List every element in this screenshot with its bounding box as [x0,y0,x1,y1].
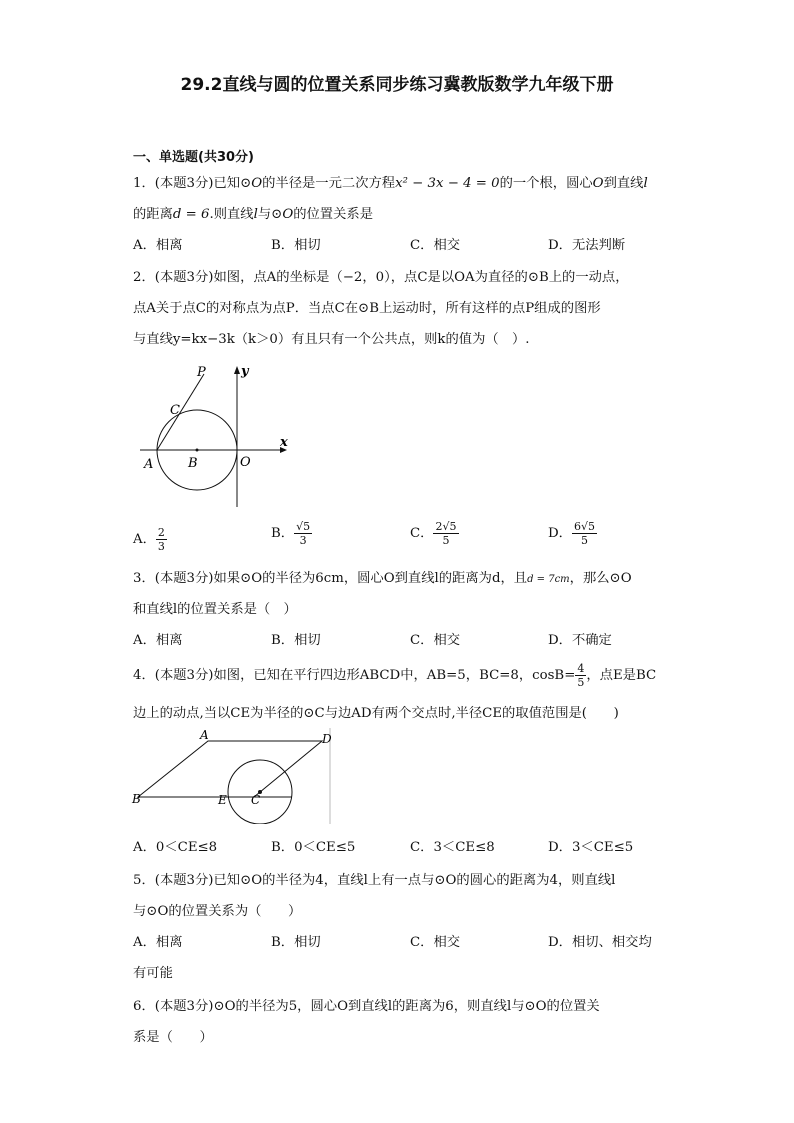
segment-ap [157,374,204,450]
q3-text-b: ，那么⊙O [569,571,632,586]
q1-text-2b: .则直线 [209,207,254,222]
q3-line-2: 和直线l的位置关系是（ ） [133,602,297,617]
q1-text-mid3: 到直线 [603,176,644,191]
q1-equation: x² − 3x − 4 = 0 [395,176,500,191]
q2-option-c[interactable] [410,520,459,547]
section-heading: 一、单选题(共30分) [133,150,254,165]
q1-var-l2: l [253,207,258,222]
label-d: D [322,732,332,746]
q2-option-b-fraction: $\frac{√5}{3}$ [296,520,311,547]
page-title: 29.2直线与圆的位置关系同步练习冀教版数学九年级下册 [180,75,614,95]
q5-option-d-cont: 有可能 [133,966,173,981]
q3-option-c[interactable]: C．相交 [410,633,461,648]
q1-var-o3: O [282,207,294,222]
q3-option-a[interactable]: A．相离 [133,633,183,648]
q1-line-1 [133,172,648,191]
q4-line-1 [133,662,656,689]
point-b [196,449,199,452]
label-o: O [240,455,251,470]
q5-option-d[interactable]: D．相切、相交均 [548,935,652,950]
q1-text-2c: 与⊙ [257,207,283,222]
q5-option-a[interactable]: A．相离 [133,935,183,950]
q1-option-d[interactable]: D．无法判断 [548,238,626,253]
q2-option-d-fraction: $\frac{6√5}{5}$ [573,520,595,547]
q1-text-mid2: 的一个根，圆心 [499,176,593,191]
q2-option-a[interactable] [133,526,167,553]
label-a: A [144,457,154,472]
q2-line-1: 2．(本题3分)如图，点A的坐标是（−2，0），点C是以OA为直径的⊙B上的一动点， [133,270,629,285]
q5-option-b[interactable]: B．相切 [271,935,321,950]
q1-line-2 [133,203,373,222]
label-b: B [132,792,141,806]
q4-line-2: 边上的动点,当以CE为半径的⊙C与边AD有两个交点时,半径CE的取值范围是( ) [133,706,619,721]
label-x: x [280,435,288,450]
q2-option-c-label: C． [410,526,434,541]
q1-var-l: l [643,176,648,191]
q5-option-c[interactable]: C．相交 [410,935,461,950]
q2-line-3: 与直线y=kx−3k（k＞0）有且只有一个公共点，则k的值为（ ）. [133,332,530,347]
q1-var-o2: O [592,176,604,191]
q4-text: 4．(本题3分)如图，已知在平行四边形ABCD中，AB=5，BC=8，cosB= [133,668,576,683]
q4-option-b[interactable]: B．0＜CE≤5 [271,840,356,855]
q1-distance: d = 6 [172,207,210,222]
q1-option-b[interactable]: B．相切 [271,238,321,253]
q4-option-c[interactable]: C．3＜CE≤8 [410,840,495,855]
q6-line-1: 6．(本题3分)⊙O的半径为5，圆心O到直线l的距离为6，则直线l与⊙O的位置关 [133,999,600,1014]
q3-option-d[interactable]: D．不确定 [548,633,612,648]
q2-option-d-label: D． [548,526,572,541]
q1-option-c[interactable]: C．相交 [410,238,461,253]
q4-option-a[interactable]: A．0＜CE≤8 [133,840,218,855]
q4-cos-fraction: $\frac{4}{5}$ [577,662,585,689]
q5-line-2: 与⊙O的位置关系为（ ） [133,904,302,919]
label-c: C [170,403,180,418]
q1-text-2d: 的位置关系是 [293,207,373,222]
q2-option-b[interactable] [271,520,312,547]
q4-option-d[interactable]: D．3＜CE≤5 [548,840,634,855]
q2-option-a-label: A． [133,532,156,547]
q3-option-b[interactable]: B．相切 [271,633,321,648]
q3-text: 3．(本题3分)如果⊙O的半径为6cm，圆心O到直线l的距离为d，且 [133,571,528,586]
q2-option-c-fraction: $\frac{2√5}{5}$ [435,520,457,547]
label-p: P [197,365,206,380]
q1-text-2a: 的距离 [133,207,173,222]
q5-line-1: 5．(本题3分)已知⊙O的半径为4，直线l上有一点与⊙O的圆心的距离为4，则直线l [133,873,616,888]
q4-figure [130,728,335,824]
label-y: y [241,364,249,379]
label-b: B [188,456,198,471]
q2-figure [130,362,300,512]
parallelogram-abcd [138,741,322,797]
q1-text-mid: 的半径是一元二次方程 [262,176,396,191]
q2-option-b-label: B． [271,526,295,541]
q2-option-d[interactable] [548,520,597,547]
label-c: C [251,793,261,807]
q1-var-o: O [251,176,263,191]
q3-condition: d = 7cm [527,574,570,585]
label-a: A [200,728,209,742]
y-axis-arrow [234,366,240,374]
q2-line-2: 点A关于点C的对称点为点P．当点C在⊙B上运动时，所有这样的点P组成的图形 [133,301,601,316]
q3-line-1 [133,567,632,586]
q1-option-a[interactable]: A．相离 [133,238,183,253]
label-e: E [218,793,227,807]
q4-text-b: ，点E是BC [586,668,657,683]
q2-option-a-fraction: $\frac{2}{3}$ [157,526,165,553]
q6-line-2: 系是（ ） [133,1030,213,1045]
q1-text: 1．(本题3分)已知⊙ [133,176,252,191]
